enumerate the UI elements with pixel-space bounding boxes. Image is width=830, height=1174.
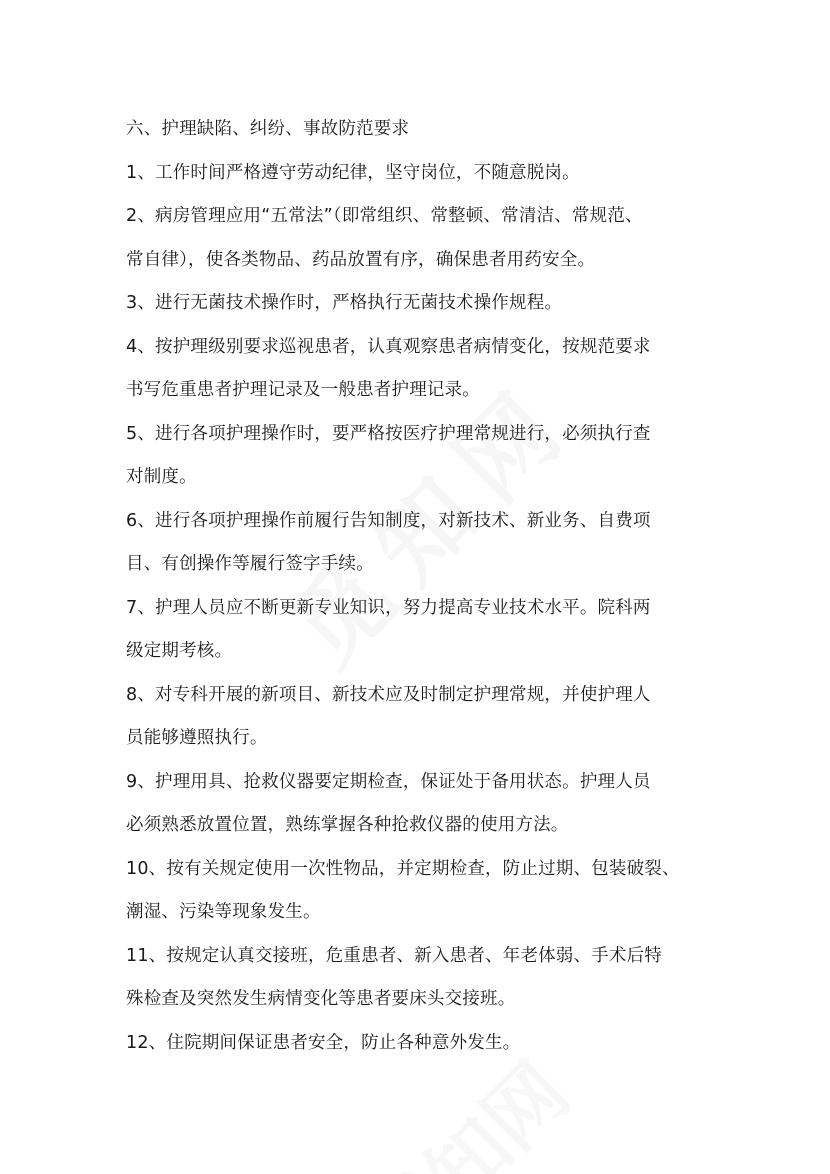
paragraph-line: 必须熟悉放置位置，熟练掌握各种抢救仪器的使用方法。 [126,815,569,835]
paragraph-line: 殊检查及突然发生病情变化等患者要床头交接班。 [126,989,516,1009]
paragraph-line: 11、按规定认真交接班，危重患者、新入患者、年老体弱、手术后特 [126,945,662,966]
paragraph-line: 7、护理人员应不断更新专业知识，努力提高专业技术水平。院科两 [126,597,651,618]
paragraph-line: 6、进行各项护理操作前履行告知制度，对新技术、新业务、自费项 [126,510,651,531]
section-heading: 六、护理缺陷、纠纷、事故防范要求 [126,119,410,139]
paragraph-line: 常自律），使各类物品、药品放置有序，确保患者用药安全。 [126,249,596,270]
paragraph-line: 12、住院期间保证患者安全，防止各种意外发生。 [126,1032,521,1053]
paragraph-line: 书写危重患者护理记录及一般患者护理记录。 [126,380,480,400]
paragraph-line: 2、病房管理应用“五常法”（即常组织、常整顿、常清洁、常规范、 [126,206,643,226]
paragraph-line: 级定期考核。 [126,641,233,661]
paragraph-line: 10、按有关规定使用一次性物品，并定期检查，防止过期、包装破裂、 [126,858,680,879]
paragraph-line: 4、按护理级别要求巡视患者，认真观察患者病情变化，按规范要求 [126,336,651,357]
document-body [126,108,716,1065]
paragraph-line: 1、工作时间严格遵守劳动纪律，坚守岗位，不随意脱岗。 [126,162,580,183]
paragraph-line: 5、进行各项护理操作时，要严格按医疗护理常规进行，必须执行查 [126,423,651,444]
paragraph-line: 8、对专科开展的新项目、新技术应及时制定护理常规，并使护理人 [126,684,651,705]
paragraph-line: 目、有创操作等履行签字手续。 [126,554,374,574]
paragraph-line: 3、进行无菌技术操作时，严格执行无菌技术操作规程。 [126,293,563,313]
paragraph-line: 对制度。 [126,467,197,487]
paragraph-line: 潮湿、污染等现象发生。 [126,902,321,922]
paragraph-line: 员能够遵照执行。 [126,728,268,748]
paragraph-line: 9、护理用具、抢救仪器要定期检查，保证处于备用状态。护理人员 [126,771,651,792]
